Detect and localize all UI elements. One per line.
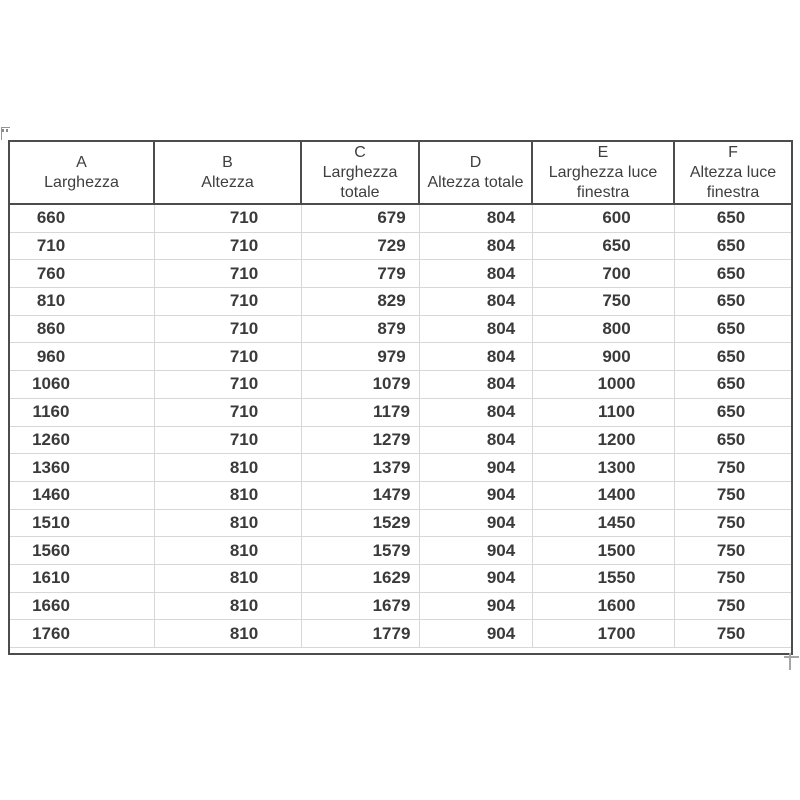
cell-value: 710 bbox=[229, 291, 259, 311]
cell-value: 1479 bbox=[372, 485, 411, 505]
table-cell bbox=[675, 343, 791, 370]
cell-value: 1760 bbox=[32, 623, 70, 643]
cell-value: 1660 bbox=[32, 595, 70, 615]
cell-value: 1179 bbox=[373, 402, 410, 422]
table-cell bbox=[675, 454, 791, 481]
table-cell bbox=[302, 343, 420, 370]
cell-value: 1700 bbox=[597, 623, 636, 643]
cell-value: 804 bbox=[486, 346, 516, 366]
table-cell bbox=[675, 537, 791, 564]
column-letter: B bbox=[222, 153, 233, 171]
column-letter: F bbox=[728, 143, 738, 161]
table-cell bbox=[10, 565, 155, 592]
column-letter: A bbox=[76, 153, 87, 171]
cell-value: 904 bbox=[486, 568, 516, 588]
cell-value: 1360 bbox=[32, 457, 70, 477]
table-cell bbox=[533, 288, 675, 315]
cell-value: 810 bbox=[229, 457, 259, 477]
table-cell bbox=[155, 593, 302, 620]
table-cell bbox=[533, 316, 675, 343]
table-cell bbox=[155, 565, 302, 592]
table-cell bbox=[155, 537, 302, 564]
table-cell bbox=[533, 454, 675, 481]
cell-value: 1579 bbox=[372, 540, 411, 560]
cell-value: 710 bbox=[229, 346, 259, 366]
cell-value: 679 bbox=[377, 208, 406, 228]
table-cell bbox=[10, 343, 155, 370]
table-row bbox=[10, 343, 791, 371]
spec-table bbox=[8, 140, 793, 655]
cell-value: 800 bbox=[602, 319, 631, 339]
cell-value: 960 bbox=[36, 346, 66, 366]
cell-value: 804 bbox=[486, 291, 516, 311]
table-cell bbox=[302, 510, 420, 537]
table-cell bbox=[302, 593, 420, 620]
table-cell bbox=[10, 288, 155, 315]
cell-value: 904 bbox=[486, 485, 516, 505]
cell-value: 750 bbox=[716, 595, 746, 615]
column-label: Larghezza bbox=[44, 173, 119, 191]
cell-value: 1510 bbox=[32, 512, 70, 532]
table-cell bbox=[155, 205, 302, 232]
crop-artifact-icon bbox=[1, 127, 10, 140]
cell-value: 650 bbox=[716, 291, 746, 311]
table-row bbox=[10, 537, 791, 565]
cell-value: 700 bbox=[602, 263, 631, 283]
table-row bbox=[10, 260, 791, 288]
table-cell bbox=[420, 593, 533, 620]
table-cell bbox=[420, 482, 533, 509]
table-cell bbox=[10, 399, 155, 426]
cell-value: 650 bbox=[716, 429, 746, 449]
table-cell bbox=[10, 371, 155, 398]
column-letter: C bbox=[354, 143, 366, 161]
cell-value: 710 bbox=[229, 402, 259, 422]
table-cell bbox=[420, 454, 533, 481]
cell-value: 1379 bbox=[372, 457, 411, 477]
table-cell bbox=[10, 454, 155, 481]
table-cell bbox=[10, 537, 155, 564]
table-cell bbox=[302, 399, 420, 426]
cell-value: 810 bbox=[229, 623, 259, 643]
table-cell bbox=[420, 399, 533, 426]
table-row bbox=[10, 510, 791, 538]
table-cell bbox=[10, 620, 155, 647]
table-cell bbox=[10, 205, 155, 232]
table-cell bbox=[10, 316, 155, 343]
table-cell bbox=[675, 260, 791, 287]
table-cell bbox=[533, 399, 675, 426]
cell-value: 650 bbox=[602, 236, 631, 256]
cell-value: 710 bbox=[229, 236, 259, 256]
table-cell bbox=[420, 233, 533, 260]
table-cell bbox=[533, 593, 675, 620]
cell-value: 1560 bbox=[32, 540, 70, 560]
column-letter: D bbox=[469, 153, 482, 171]
cell-value: 1529 bbox=[372, 512, 411, 532]
cell-value: 1160 bbox=[32, 402, 70, 422]
column-header-b bbox=[155, 142, 302, 203]
column-letter: E bbox=[597, 143, 609, 161]
cell-value: 650 bbox=[716, 346, 746, 366]
table-cell bbox=[420, 427, 533, 454]
cell-value: 750 bbox=[716, 512, 746, 532]
cell-value: 810 bbox=[229, 595, 259, 615]
table-cell bbox=[533, 620, 675, 647]
cell-value: 1779 bbox=[372, 623, 411, 643]
column-header-d bbox=[420, 142, 533, 203]
table-cell bbox=[675, 593, 791, 620]
table-cell bbox=[302, 205, 420, 232]
cell-value: 904 bbox=[486, 512, 516, 532]
table-row bbox=[10, 316, 791, 344]
cell-value: 810 bbox=[229, 540, 259, 560]
table-cell bbox=[302, 371, 420, 398]
table-cell bbox=[302, 537, 420, 564]
cell-value: 600 bbox=[602, 208, 631, 228]
table-cell bbox=[675, 233, 791, 260]
cell-value: 810 bbox=[229, 485, 259, 505]
table-cell bbox=[302, 427, 420, 454]
cell-value: 804 bbox=[486, 429, 516, 449]
table-row bbox=[10, 288, 791, 316]
cell-value: 804 bbox=[486, 236, 516, 256]
cell-value: 879 bbox=[377, 319, 406, 339]
cell-value: 710 bbox=[229, 319, 259, 339]
table-cell bbox=[155, 620, 302, 647]
cell-value: 904 bbox=[486, 457, 516, 477]
cell-value: 760 bbox=[36, 263, 66, 283]
table-cell bbox=[675, 427, 791, 454]
column-label: Larghezza bbox=[322, 163, 398, 181]
table-row bbox=[10, 233, 791, 261]
table-cell bbox=[155, 316, 302, 343]
table-cell bbox=[420, 343, 533, 370]
table-cell bbox=[533, 510, 675, 537]
cell-value: 804 bbox=[486, 263, 516, 283]
table-cell bbox=[533, 371, 675, 398]
cell-value: 1260 bbox=[32, 429, 70, 449]
cell-value: 710 bbox=[229, 429, 259, 449]
cell-value: 1300 bbox=[597, 457, 636, 477]
table-cell bbox=[420, 537, 533, 564]
table-cell bbox=[10, 593, 155, 620]
cell-value: 1500 bbox=[597, 540, 636, 560]
table-cell bbox=[420, 205, 533, 232]
table-cell bbox=[533, 565, 675, 592]
artifact-dot bbox=[2, 129, 4, 132]
cell-value: 829 bbox=[377, 291, 406, 311]
cell-value: 650 bbox=[716, 208, 746, 228]
cell-value: 750 bbox=[716, 568, 746, 588]
cell-value: 900 bbox=[602, 346, 631, 366]
crop-artifact-icon bbox=[784, 656, 799, 658]
table-cell bbox=[302, 482, 420, 509]
table-cell bbox=[10, 233, 155, 260]
table-cell bbox=[675, 565, 791, 592]
table-cell bbox=[302, 454, 420, 481]
cell-value: 650 bbox=[716, 236, 746, 256]
table-cell bbox=[155, 343, 302, 370]
cell-value: 860 bbox=[36, 319, 66, 339]
cell-value: 710 bbox=[229, 263, 259, 283]
table-cell bbox=[302, 620, 420, 647]
cell-value: 1550 bbox=[597, 568, 636, 588]
table-cell bbox=[420, 288, 533, 315]
table-row bbox=[10, 565, 791, 593]
cell-value: 1079 bbox=[372, 374, 411, 394]
table-cell bbox=[675, 399, 791, 426]
column-label: Altezza luce bbox=[689, 163, 777, 181]
table-cell bbox=[533, 233, 675, 260]
cell-value: 1610 bbox=[32, 568, 70, 588]
cell-value: 904 bbox=[486, 595, 516, 615]
column-header-a bbox=[10, 142, 155, 203]
cell-value: 1679 bbox=[372, 595, 411, 615]
table-header-row bbox=[10, 142, 791, 205]
cell-value: 979 bbox=[377, 346, 406, 366]
table-cell bbox=[155, 510, 302, 537]
cell-value: 710 bbox=[229, 374, 259, 394]
table-row bbox=[10, 620, 791, 648]
table-cell bbox=[420, 565, 533, 592]
cell-value: 650 bbox=[716, 319, 746, 339]
cell-value: 810 bbox=[36, 291, 66, 311]
cell-value: 804 bbox=[486, 402, 516, 422]
cell-value: 660 bbox=[36, 208, 66, 228]
cell-value: 804 bbox=[486, 374, 516, 394]
cell-value: 650 bbox=[716, 263, 746, 283]
table-cell bbox=[675, 316, 791, 343]
table-cell bbox=[155, 399, 302, 426]
table-cell bbox=[420, 510, 533, 537]
table-cell bbox=[533, 205, 675, 232]
table-row bbox=[10, 482, 791, 510]
column-label: finestra bbox=[576, 183, 630, 201]
table-row bbox=[10, 454, 791, 482]
table-cell bbox=[302, 565, 420, 592]
cell-value: 904 bbox=[486, 623, 516, 643]
artifact-dot bbox=[6, 129, 8, 132]
table-row bbox=[10, 371, 791, 399]
cell-value: 1100 bbox=[598, 402, 635, 422]
cell-value: 810 bbox=[229, 568, 259, 588]
column-label: totale bbox=[340, 183, 380, 201]
cell-value: 1600 bbox=[597, 595, 636, 615]
cell-value: 710 bbox=[36, 236, 66, 256]
table-cell bbox=[533, 343, 675, 370]
cell-value: 804 bbox=[486, 208, 516, 228]
cell-value: 1000 bbox=[597, 374, 636, 394]
table-cell bbox=[155, 427, 302, 454]
table-cell bbox=[420, 260, 533, 287]
column-label: Altezza bbox=[201, 173, 254, 191]
cell-value: 1629 bbox=[372, 568, 411, 588]
table-cell bbox=[10, 482, 155, 509]
cell-value: 750 bbox=[602, 291, 631, 311]
cell-value: 750 bbox=[716, 540, 746, 560]
table-cell bbox=[10, 427, 155, 454]
table-cell bbox=[533, 537, 675, 564]
column-header-e bbox=[533, 142, 675, 203]
cell-value: 750 bbox=[716, 485, 746, 505]
cell-value: 750 bbox=[716, 623, 746, 643]
table-cell bbox=[420, 620, 533, 647]
cell-value: 750 bbox=[716, 457, 746, 477]
cell-value: 779 bbox=[377, 263, 406, 283]
column-label: Altezza totale bbox=[427, 173, 524, 191]
cell-value: 729 bbox=[377, 236, 406, 256]
column-header-f bbox=[675, 142, 791, 203]
table-cell bbox=[10, 260, 155, 287]
table-cell bbox=[675, 205, 791, 232]
table-row bbox=[10, 427, 791, 455]
table-cell bbox=[675, 371, 791, 398]
table-cell bbox=[302, 233, 420, 260]
table-cell bbox=[155, 233, 302, 260]
cell-value: 1060 bbox=[32, 374, 70, 394]
table-cell bbox=[675, 482, 791, 509]
column-label: finestra bbox=[706, 183, 760, 201]
table-cell bbox=[675, 288, 791, 315]
cell-value: 1450 bbox=[597, 512, 636, 532]
cell-value: 904 bbox=[486, 540, 516, 560]
column-label: Larghezza luce bbox=[548, 163, 658, 181]
table-cell bbox=[155, 371, 302, 398]
cell-value: 650 bbox=[716, 374, 746, 394]
table-row bbox=[10, 593, 791, 621]
table-cell bbox=[155, 454, 302, 481]
cell-value: 650 bbox=[716, 402, 746, 422]
table-row bbox=[10, 399, 791, 427]
table-cell bbox=[533, 260, 675, 287]
table-cell bbox=[302, 260, 420, 287]
cell-value: 1200 bbox=[597, 429, 636, 449]
table-cell bbox=[155, 482, 302, 509]
table-cell bbox=[302, 316, 420, 343]
table-cell bbox=[420, 371, 533, 398]
cell-value: 710 bbox=[229, 208, 259, 228]
table-cell bbox=[155, 288, 302, 315]
table-cell bbox=[302, 288, 420, 315]
cell-value: 1460 bbox=[32, 485, 70, 505]
table-cell bbox=[675, 510, 791, 537]
column-header-c bbox=[302, 142, 420, 203]
table-cell bbox=[675, 620, 791, 647]
cell-value: 1279 bbox=[372, 429, 411, 449]
table-row bbox=[10, 205, 791, 233]
cell-value: 804 bbox=[486, 319, 516, 339]
cell-value: 1400 bbox=[597, 485, 636, 505]
table-cell bbox=[533, 482, 675, 509]
table-cell bbox=[420, 316, 533, 343]
cell-value: 810 bbox=[229, 512, 259, 532]
table-body bbox=[10, 205, 791, 653]
table-cell bbox=[155, 260, 302, 287]
table-cell bbox=[10, 510, 155, 537]
table-cell bbox=[533, 427, 675, 454]
